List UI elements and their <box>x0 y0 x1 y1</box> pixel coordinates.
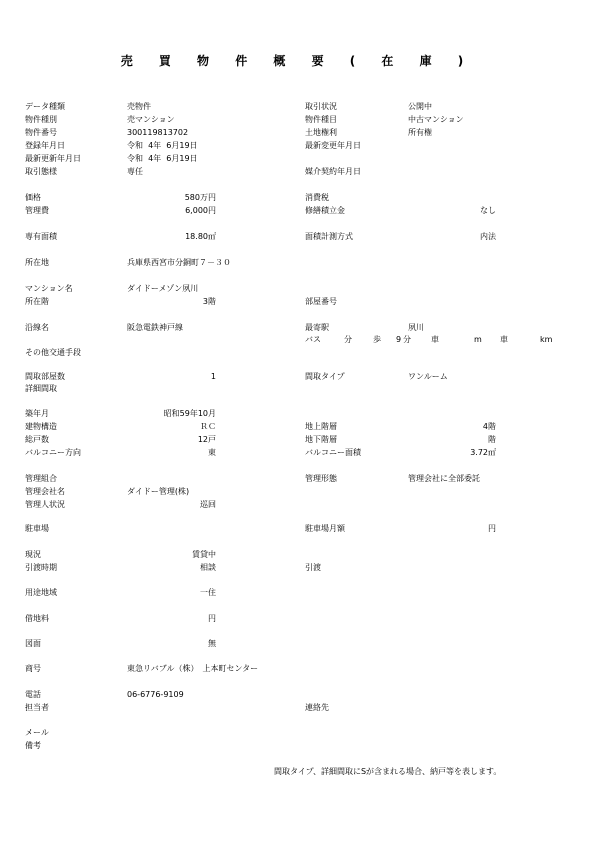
label-km: km <box>540 335 553 344</box>
value-nearest-station: 夙川 <box>408 323 424 332</box>
label-car-2: 車 <box>500 335 508 344</box>
label-land-rights: 土地権利 <box>305 128 337 137</box>
value-management-form: 管理会社に全部委託 <box>408 474 480 483</box>
label-m: m <box>474 335 482 344</box>
value-property-no: 300119813702 <box>127 128 189 137</box>
label-location: 所在地 <box>25 258 49 267</box>
value-management-fee: 6,000円 <box>185 206 216 215</box>
value-property-item: 中古マンション <box>408 115 464 124</box>
value-land-lease-fee: 円 <box>208 614 216 623</box>
value-transaction-mode: 専任 <box>127 167 143 176</box>
label-manager-status: 管理人状況 <box>25 500 65 509</box>
label-consumption-tax: 消費税 <box>305 193 329 202</box>
label-walk: 歩 <box>373 335 381 344</box>
label-property-no: 物件番号 <box>25 128 57 137</box>
label-structure: 建物構造 <box>25 422 57 431</box>
value-registered-date: 令和 4年 6月19日 <box>127 141 198 150</box>
label-area-method: 面積計測方式 <box>305 232 353 241</box>
value-layout-type: ワンルーム <box>408 372 448 381</box>
value-current-status: 賃貸中 <box>192 550 216 559</box>
value-data-type: 売物件 <box>127 102 151 111</box>
value-management-company: ダイドー管理(株) <box>127 487 190 496</box>
label-registered-date: 登録年月日 <box>25 141 65 150</box>
label-floors-below: 地下階層 <box>305 435 337 444</box>
label-property-type: 物件種別 <box>25 115 57 124</box>
label-repair-reserve: 修繕積立金 <box>305 206 345 215</box>
value-company: 東急リバブル（株） 上本町センター <box>127 664 259 673</box>
value-balcony-area: 3.72㎡ <box>470 448 496 457</box>
label-floors-above: 地上階層 <box>305 422 337 431</box>
label-transaction-status: 取引状況 <box>305 102 337 111</box>
value-handover-time: 相談 <box>200 563 216 572</box>
label-floor-plan: 図面 <box>25 639 41 648</box>
value-floors-below: 階 <box>488 435 496 444</box>
label-company: 商号 <box>25 664 41 673</box>
label-bus: バス <box>305 335 321 344</box>
value-area-method: 内法 <box>480 232 496 241</box>
label-remarks: 備考 <box>25 741 41 750</box>
label-other-transport: その他交通手段 <box>25 348 81 357</box>
label-room-count: 間取部屋数 <box>25 372 65 381</box>
value-manager-status: 巡回 <box>200 500 216 509</box>
label-built: 築年月 <box>25 409 49 418</box>
label-phone: 電話 <box>25 690 41 699</box>
label-property-item: 物件種目 <box>305 115 337 124</box>
label-last-changed-date: 最新変更年月日 <box>305 141 361 150</box>
value-parking-fee: 円 <box>488 524 496 533</box>
label-price: 価格 <box>25 193 41 202</box>
label-exclusive-area: 専有面積 <box>25 232 57 241</box>
page-title: 売 買 物 件 概 要 ( 在 庫 ) <box>120 54 475 68</box>
value-last-updated-date: 令和 4年 6月19日 <box>127 154 198 163</box>
label-total-units: 総戸数 <box>25 435 49 444</box>
label-brokerage-date: 媒介契約年月日 <box>305 167 361 176</box>
value-walk-min: 9 <box>396 335 402 344</box>
footer-note: 間取タイプ、詳細間取にSが含まれる場合、納戸等を表します。 <box>274 767 502 776</box>
label-last-updated-date: 最新更新年月日 <box>25 154 81 163</box>
value-property-type: 売マンション <box>127 115 175 124</box>
value-mansion-name: ダイドーメゾン夙川 <box>127 284 199 293</box>
value-room-count: 1 <box>210 372 216 381</box>
label-layout-details: 詳細間取 <box>25 384 57 393</box>
label-layout-type: 間取タイプ <box>305 372 345 381</box>
value-phone: 06-6776-9109 <box>127 690 184 699</box>
value-line: 阪急電鉄神戸線 <box>127 323 183 332</box>
value-repair-reserve: なし <box>480 206 496 215</box>
value-transaction-status: 公開中 <box>408 102 432 111</box>
label-floor: 所在階 <box>25 297 49 306</box>
label-balcony-dir: バルコニー方向 <box>25 448 81 457</box>
value-location: 兵庫県西宮市分銅町７－３０ <box>127 258 231 267</box>
label-car: 車 <box>431 335 439 344</box>
label-handover-time: 引渡時期 <box>25 563 57 572</box>
label-data-type: データ種類 <box>25 102 65 111</box>
label-land-lease-fee: 借地料 <box>25 614 49 623</box>
label-use-district: 用途地域 <box>25 588 57 597</box>
label-bus-min: 分 <box>344 335 352 344</box>
label-person: 担当者 <box>25 703 49 712</box>
value-land-rights: 所有権 <box>408 128 432 137</box>
label-line: 沿線名 <box>25 323 49 332</box>
value-floor: 3階 <box>202 297 216 306</box>
label-management-company: 管理会社名 <box>25 487 65 496</box>
value-built: 昭和59年10月 <box>163 409 216 418</box>
label-management-form: 管理形態 <box>305 474 337 483</box>
label-parking: 駐車場 <box>25 524 49 533</box>
label-balcony-area: バルコニー面積 <box>305 448 361 457</box>
label-parking-fee: 駐車場月額 <box>305 524 345 533</box>
label-current-status: 現況 <box>25 550 41 559</box>
value-price: 580万円 <box>184 193 216 202</box>
label-management-assoc: 管理組合 <box>25 474 57 483</box>
value-total-units: 12戸 <box>197 435 216 444</box>
label-room-no: 部屋番号 <box>305 297 337 306</box>
label-management-fee: 管理費 <box>25 206 49 215</box>
value-structure: ＲＣ <box>200 422 216 431</box>
label-transaction-mode: 取引態様 <box>25 167 57 176</box>
label-mansion-name: マンション名 <box>25 284 73 293</box>
label-nearest-station: 最寄駅 <box>305 323 329 332</box>
label-contact: 連絡先 <box>305 703 329 712</box>
value-balcony-dir: 東 <box>208 448 216 457</box>
value-floor-plan: 無 <box>208 639 216 648</box>
label-walk-min: 分 <box>403 335 411 344</box>
label-handover: 引渡 <box>305 563 321 572</box>
label-email: メール <box>25 728 49 737</box>
value-use-district: 一住 <box>200 588 216 597</box>
value-floors-above: 4階 <box>482 422 496 431</box>
value-exclusive-area: 18.80㎡ <box>185 232 216 241</box>
